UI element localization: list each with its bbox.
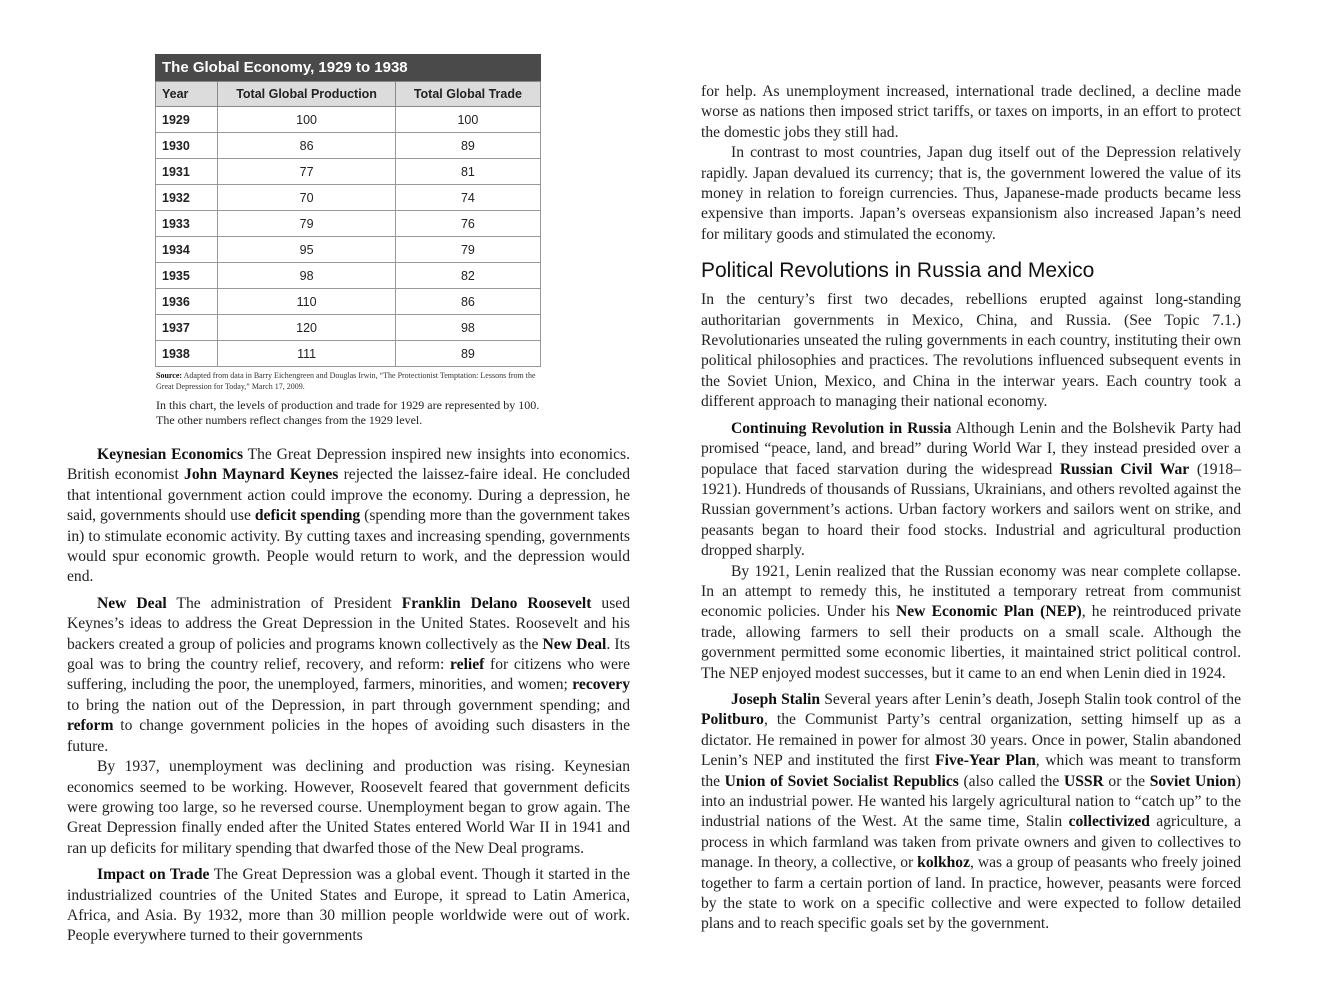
bold-term: Joseph Stalin [731,690,821,708]
bold-term: Soviet Union [1149,772,1236,790]
text-run: In contrast to most countries, Japan dug itself out of the Depression relatively rapidly. Japan devalued its currency; that is, the government lowered the value of its money in relation to foreign currencies. Thus, Japanese-made products became less expensive than imports. Japan’s overseas expansionism also increased Japan’s need for military goods and stimulated the economy. [701,144,1241,243]
cell-trade: 86 [395,289,540,315]
bold-term: New Economic Plan (NEP) [895,603,1082,621]
table-row [156,185,541,211]
text-run: , the Communist Party’s central organization, setting himself up as a dictator. He remained in power for almost 30 years. Once in power, Stalin abandoned Lenin’s NEP and instituted the first [701,711,1241,770]
cell-trade: 98 [395,315,540,341]
bold-term: Russian Civil War [1059,460,1190,478]
text-run: to change government policies in the hopes of avoiding such disasters in the future. [67,717,630,755]
bold-term: John Maynard Keynes [184,466,339,484]
cell-production: 86 [218,133,395,159]
cell-year: 1936 [156,289,218,315]
bold-term: New Deal [97,594,167,612]
header-year: Year [156,82,218,107]
bold-term: deficit spending [254,507,361,525]
text-run: for citizens who were suffering, including the poor, the unemployed, farmers, minorities, and women; [67,656,630,694]
bold-term: Keynesian Economics [97,446,244,463]
text-run: By 1921, Lenin realized that the Russian economy was near complete collapse. In an attempt to remedy this, he instituted a temporary retreat from communist economic policies. Under his [701,562,1241,621]
source-label: Source: [156,371,183,380]
header-production: Total Global Production [218,82,395,107]
text-run: , he reintroduced private trade, allowing farmers to sell their products on a small scale. Although the government permitted some economic liberties, it maintained strict political control. The NEP enjoyed modest successes, but it came to an end when Lenin died in 1924. [701,603,1242,682]
cell-production: 77 [218,159,395,185]
cell-production: 98 [218,263,395,289]
bold-term: Impact on Trade [97,866,210,884]
cell-production: 79 [218,211,395,237]
section-heading: Political Revolutions in Russia and Mexico [701,259,1095,283]
bold-term: reform [67,717,114,735]
table-row [156,315,541,341]
cell-year: 1931 [156,159,218,185]
text-run: , was a group of peasants who freely joined together to farm a certain portion of land. In practice, however, peasants were forced by the state to work on a specific collective and were expected to follow detailed plans and to reach specific goals set by the government. [701,854,1241,933]
text-run: to bring the nation out of the Depression, in part through government spending; and [67,696,630,714]
text-run: (also called the [958,772,1064,790]
cell-production: 111 [218,341,395,367]
text-run: (spending more than the government takes in) to stimulate economic activity. By cutting taxes and increasing spending, governments would spur economic growth. People would return to work, and the depression would end. [67,507,630,586]
cell-production: 100 [218,107,395,133]
cell-production: 120 [218,315,395,341]
table-row [156,289,541,315]
bold-term: Five-Year Plan [935,752,1036,770]
right-text-column [701,82,1241,935]
cell-year: 1930 [156,133,218,159]
paragraph [701,562,1241,684]
paragraph [701,690,1241,935]
cell-trade: 89 [395,341,540,367]
table-row [156,341,541,367]
text-run: , which was meant to transform the [701,752,1242,790]
paragraph [701,82,1241,143]
paragraph [701,419,1241,562]
cell-year: 1938 [156,341,218,367]
cell-year: 1937 [156,315,218,341]
bold-term: New Deal [542,635,607,653]
paragraph [67,445,630,588]
text-run: Several years after Lenin’s death, Joseph Stalin took control of the [820,690,1241,708]
table-source [155,370,541,392]
table-row [156,107,541,133]
global-economy-table-block [155,54,541,428]
text-run: for help. As unemployment increased, international trade declined, a decline made worse as nations then imposed strict tariffs, or taxes on imports, in an effort to protect the domestic jobs they still had. [701,83,1241,141]
paragraph [67,757,630,859]
cell-year: 1933 [156,211,218,237]
table-row [156,263,541,289]
source-text: Adapted from data in Barry Eichengreen and Douglas Irwin, “The Protectionist Temptation: Lessons from the Great Depression for Today,” March 17, 2009. [156,371,536,391]
table-row [156,211,541,237]
cell-year: 1929 [156,107,218,133]
bold-term: kolkhoz [917,854,971,872]
paragraph [701,143,1241,245]
text-run: Although Lenin and the Bolshevik Party had promised “peace, land, and bread” during World War I, they instead presided over a populace that faced starvation during the widespread [701,419,1241,478]
cell-year: 1934 [156,237,218,263]
cell-production: 110 [218,289,395,315]
cell-trade: 81 [395,159,540,185]
text-run: ) into an industrial power. He wanted his largely agricultural nation to “catch up” to the industrial nations of the West. At the same time, Stalin [701,772,1241,831]
cell-trade: 79 [395,237,540,263]
table-header-row [156,82,541,107]
bold-term: relief [450,656,485,674]
paragraph [701,290,1241,412]
table-note: In this chart, the levels of production and trade for 1929 are represented by 100. The other numbers reflect changes from the 1929 level. [156,398,540,427]
cell-year: 1935 [156,263,218,289]
table-row [156,133,541,159]
text-run: The administration of President [166,594,402,612]
cell-trade: 76 [395,211,540,237]
bold-term: Continuing Revolution in Russia [731,419,952,437]
text-run: The Great Depression inspired new insights into economics. British economist [67,446,630,484]
cell-production: 95 [218,237,395,263]
global-economy-table [155,81,541,367]
left-text-column [67,445,630,947]
text-run: By 1937, unemployment was declining and production was rising. Keynesian economics seemed to be working. However, Roosevelt feared that government deficits were growing too large, so he reversed course. Unemployment began to grow again. The Great Depression finally ended after the United States entered World War II in 1941 and ran up deficits for military spending that dwarfed those of the New Deal programs. [67,758,630,857]
bold-term: collectivized [1068,813,1150,831]
cell-production: 70 [218,185,395,211]
table-title: The Global Economy, 1929 to 1938 [155,54,541,81]
paragraph [67,865,630,947]
header-trade: Total Global Trade [395,82,540,107]
cell-trade: 100 [395,107,540,133]
text-run: . Its goal was to bring the country relief, recovery, and reform: [67,635,631,674]
text-run: rejected the laissez-faire ideal. He concluded that intentional government action could improve the economy. During a depression, he said, governments should use [67,466,630,525]
table-row [156,237,541,263]
text-run: agriculture, a process in which farmland was taken from private owners and given to collectives to manage. In theory, a collective, or [701,813,1241,872]
bold-term: USSR [1063,772,1104,790]
text-run: or the [1103,772,1150,790]
text-run: The Great Depression was a global event. Though it started in the industrialized countries of the United States and Europe, it spread to Latin America, Africa, and Asia. By 1932, more than 30 million people worldwide were out of work. People everywhere turned to their governments [67,866,631,945]
bold-term: recovery [572,676,630,694]
paragraph [67,594,630,757]
bold-term: Franklin Delano Roosevelt [401,594,592,612]
table-row [156,159,541,185]
bold-term: Union of Soviet Socialist Republics [724,772,959,790]
cell-year: 1932 [156,185,218,211]
text-run: In the century’s first two decades, rebellions erupted against long-standing authoritarian governments in Mexico, China, and Russia. (See Topic 7.1.) Revolutionaries unseated the ruling governments in each country, instituting their own political philosophies and practices. The revolutions influenced subsequent events in the Soviet Union, Mexico, and China in the interwar years. Each country took a different approach to managing their national economy. [701,291,1241,411]
cell-trade: 89 [395,133,540,159]
bold-term: Politburo [701,711,764,729]
cell-trade: 74 [395,185,540,211]
text-run: used Keynes’s ideas to address the Great Depression in the United States. Roosevelt and his backers created a group of policies and programs known collectively as the [67,594,630,653]
cell-trade: 82 [395,263,540,289]
text-run: (1918–1921). Hundreds of thousands of Russians, Ukrainians, and others revolted against the Russian government’s actions. Urban factory workers and sailors went on strike, and peasants began to hoard their food stocks. Industrial and agricultural production dropped sharply. [701,460,1241,560]
